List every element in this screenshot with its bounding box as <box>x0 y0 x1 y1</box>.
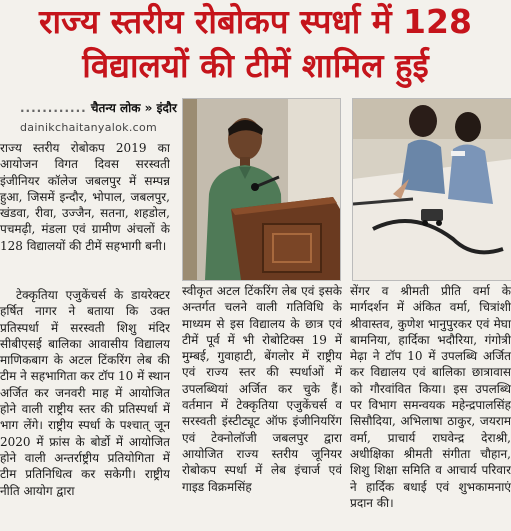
byline <box>20 100 177 116</box>
photo-speaker <box>182 98 341 281</box>
article-paragraph-3: स्वीकृत अटल टिंकरिंग लेब एवं इसके अन्तर्गत चलने वाली गतिविधि के माध्यम से इस विद्यालय के छात्र एवं टीमें पूर्व में भी रोबोटिक्स 19 में मुम्बई, गुवाहाटी, बेंगलोर में राष्ट्रीय एवं राज्य स्तर की स्पर्धाओं में उपलब्धियां अर्जित कर चुके हैं। वर्तमान में टेक्कृतिया एजुकेंचर्स व सरस्वती इंस्टीट्यूट ऑफ इंजीनियरिंग एवं टेक्नोलॉजी जबलपुर द्वारा आयोजित राज्य स्तरीय जूनियर रोबोकप स्पर्धा में लेब इंचार्ज एवं गाइड विक्रमसिंह <box>182 284 342 494</box>
article-paragraph-2: टेक्कृतिया एजुकेंचर्स के डायरेक्टर हर्षित नागर ने बताया कि उक्त प्रतिस्पर्धा में सरस्वती शिशु मंदिर सीबीएसई बालिका आवासीय विद्यालय माणिकबाग के अटल टिंकरिंग लेब की टीम ने सहभागिता कर टॉप 10 में स्थान अर्जित कर जनवरी माह में आयोजित होने वाली राष्ट्रीय स्तर की प्रतिस्पर्धा में भाग लेंगे। राष्ट्रीय स्पर्धा के पश्चात् जून 2020 में फ्रांस के बोर्डो में आयोजित होने वाली अन्तर्राष्ट्रीय प्रतियोगिता में टीम प्रतिनिधित्व कर सकेगी। राष्ट्रीय नीति आयोग द्वारा <box>0 288 170 498</box>
photo-robotics-girls <box>352 98 511 281</box>
headline-line-2: विद्यालयों की टीमें शामिल हुई <box>82 46 429 85</box>
headline <box>0 0 511 92</box>
article-paragraph-4: सेंगर व श्रीमती प्रीति वर्मा के मार्गदर्शन में अंकित वर्मा, चित्रांशी श्रीवास्तव, कुणेश भानुपुरकर एवं मेघा बामनिया, हार्दिका भदौरिया, गंगोत्री मेढ़ा ने टॉप 10 में उपलब्धि अर्जित कर विद्यालय एवं बालिका छात्रावास को गौरवांवित किया। इस उपलब्धि पर विभाग समन्वयक महेन्द्रपालसिंह सिसौदिया, अभिलाषा ठाकुर, जयराम वर्मा, प्राचार्य राघवेन्द्र देराश्री, अधीक्षिका श्रीमती संगीता चौहान, शिशु शिक्षा समिति व आचार्य परिवार ने हार्दिक बधाई एवं शुभकामनाएं प्रदान की। <box>350 284 511 510</box>
byline-text: चैतन्य लोक » इंदौर <box>86 101 177 115</box>
website-url[interactable]: dainikchaitanyalok.com <box>20 121 158 134</box>
robotics-illustration <box>353 99 511 280</box>
byline-dots: ............ <box>20 101 87 115</box>
article-paragraph-1: राज्य स्तरीय रोबोकप 2019 का आयोजन विगत दिवस सरस्वती इंजीनियर कॉलेज जबलपुर में सम्पन्न हुआ, जिसमें इन्दौर, भोपाल, जबलपुर, खंडवा, रीवा, उज्जैन, सतना, शहडोल, पचमढ़ी, मंडला एवं ग्रामीण अंचलों के 128 विद्यालयों की टीमें सहभागी बनी। <box>0 141 170 253</box>
headline-line-1: राज्य स्तरीय रोबोकप स्पर्धा में 128 <box>39 2 472 41</box>
speaker-illustration <box>183 99 340 280</box>
